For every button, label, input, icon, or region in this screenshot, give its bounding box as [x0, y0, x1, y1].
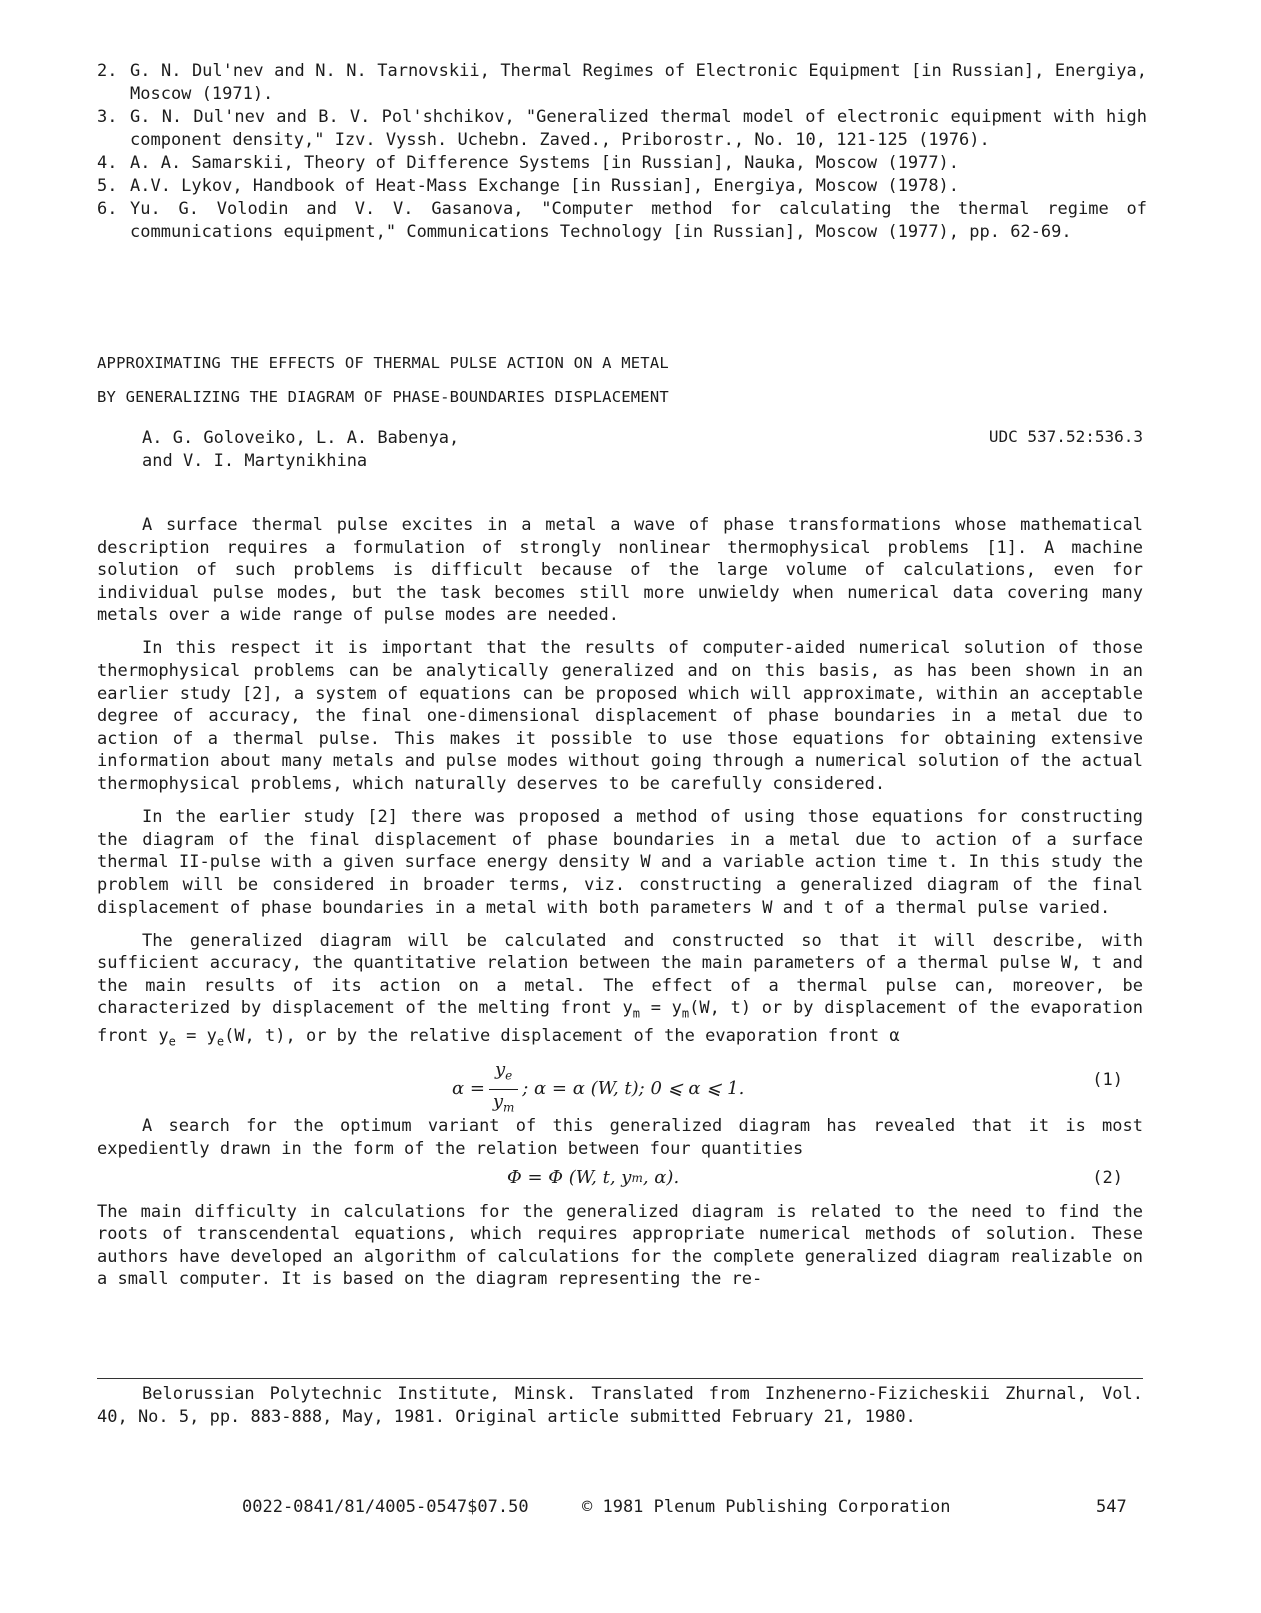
reference-number: 5. [97, 176, 118, 196]
reference-item [97, 152, 1147, 175]
eq1-numerator-sub: e [505, 1068, 513, 1083]
reference-item [97, 60, 1147, 106]
body-paragraph-2: In this respect it is important that the results of computer-aided numerical solution of those thermophysical problems can be analytically generalized and on this basis, as has been shown in an earlier study [2], a system of equations can be proposed which will approximate, within an acceptable degree of accuracy, the final one-dimensional displacement of phase boundaries in a metal due to action of a thermal pulse. This makes it possible to use those equations for obtaining extensive information about many metals and pulse modes without going through a numerical solution of the actual thermophysical problems, which naturally deserves to be carefully considered. [97, 638, 1143, 795]
eq1-denominator-sub: m [503, 1100, 515, 1115]
article-body [97, 514, 1143, 1301]
eq1-lhs: α = [452, 1077, 485, 1099]
authors-line-2: and V. I. Martynikhina [142, 451, 368, 471]
footnote-text: Belorussian Polytechnic Institute, Minsk. Translated from Inzhenerno-Fizicheskii Zhurnal, Vol. 40, No. 5, pp. 883-888, May, 1981. Original article submitted February 21, 1980. [97, 1384, 1143, 1427]
reference-number: 6. [97, 199, 118, 219]
eq1-rest: ; α = α (W, t); 0 ⩽ α ⩽ 1. [522, 1077, 745, 1099]
equation-1 [97, 1053, 1143, 1115]
equation-2-number: (2) [1092, 1167, 1123, 1188]
eq2-sub: m [631, 1170, 643, 1185]
eq1-denominator: y [492, 1090, 503, 1112]
p4-text-c: (W, t) or by displacement of the evaporation front y [97, 998, 1143, 1047]
udc-code: UDC 537.52:536.3 [988, 427, 1143, 446]
reference-text: A. A. Samarskii, Theory of Difference Systems [in Russian], Nauka, Moscow (1977). [130, 153, 960, 173]
p4-text-d: = y [175, 1026, 217, 1047]
equation-2 [97, 1167, 1143, 1197]
p4-text-e: (W, t), or by the relative displacement of the evaporation front α [224, 1026, 900, 1047]
eq2-text-b: , α). [642, 1166, 680, 1188]
article-title-line-2: BY GENERALIZING THE DIAGRAM OF PHASE-BOUNDARIES DISPLACEMENT [97, 388, 669, 406]
p4-sub-1: m [632, 1006, 640, 1021]
reference-item [97, 106, 1147, 152]
article-title-line-1: APPROXIMATING THE EFFECTS OF THERMAL PULSE ACTION ON A METAL [97, 354, 669, 372]
reference-number: 4. [97, 153, 118, 173]
equation-1-number: (1) [1092, 1070, 1123, 1091]
body-paragraph-5: A search for the optimum variant of this generalized diagram has revealed that it is most expediently drawn in the form of the relation between four quantities [97, 1116, 1143, 1159]
p4-text-b: = y [639, 998, 682, 1019]
reference-text: G. N. Dul'nev and B. V. Pol'shchikov, "Generalized thermal model of electronic equipment with high component density," Izv. Vyssh. Uchebn. Zaved., Priborostr., No. 10, 121-125 (1976). [130, 107, 1147, 150]
eq1-fraction [489, 1059, 518, 1118]
eq2-text-a: Φ = Φ (W, t, y [507, 1166, 632, 1188]
reference-list [97, 60, 1147, 244]
article-authors [142, 427, 459, 473]
body-paragraph-1: A surface thermal pulse excites in a metal a wave of phase transformations whose mathematical description requires a formulation of strongly nonlinear thermophysical problems [1]. A machine solution of such problems is difficult because of the large volume of calculations, even for individual pulse modes, but the task becomes still more unwieldy when numerical data covering many metals over a wide range of pulse modes are needed. [97, 515, 1143, 626]
article-code: 0022-0841/81/4005-0547$07.50 [242, 1497, 529, 1517]
reference-number: 3. [97, 107, 118, 127]
copyright-line: © 1981 Plenum Publishing Corporation [582, 1497, 951, 1517]
eq1-numerator: y [494, 1059, 506, 1081]
footnote-divider [97, 1378, 1143, 1379]
p4-sub-2: m [681, 1006, 690, 1021]
footnote [97, 1383, 1143, 1429]
body-paragraph-6: The main difficulty in calculations for the generalized diagram is related to the need to find the roots of transcendental equations, which requires appropriate numerical methods of solution. These authors have developed an algorithm of calculations for the complete generalized diagram realizable on a small computer. It is based on the diagram representing the re- [97, 1201, 1143, 1290]
reference-text: G. N. Dul'nev and N. N. Tarnovskii, Thermal Regimes of Electronic Equipment [in Russian], Energiya, Moscow (1971). [130, 61, 1147, 104]
reference-text: A.V. Lykov, Handbook of Heat-Mass Exchange [in Russian], Energiya, Moscow (1978). [130, 176, 960, 196]
article-title [97, 346, 1147, 414]
body-paragraph-3: In the earlier study [2] there was proposed a method of using those equations for constructing the diagram of the final displacement of phase boundaries in a metal due to action of a surface thermal II-pulse with a given surface energy density W and a variable action time t. In this study the problem will be considered in broader terms, viz. constructing a generalized diagram of the final displacement of phase boundaries in a metal with both parameters W and t of a thermal pulse varied. [97, 807, 1143, 918]
reference-text: Yu. G. Volodin and V. V. Gasanova, "Computer method for calculating the thermal regime of communications equipment," Communications Technology [in Russian], Moscow (1977), pp. 62-69. [130, 199, 1147, 242]
p4-text-a: The generalized diagram will be calculated and constructed so that it will describe, with sufficient accuracy, the quantitative relation between the main parameters of a thermal pulse W, t and the main results of its action on a metal. The effect of a thermal pulse can, moreover, be characterized by displacement of the melting front y [97, 930, 1143, 1019]
page-number: 547 [1096, 1497, 1127, 1517]
p4-sub-4: e [216, 1034, 225, 1049]
body-paragraph-4 [97, 930, 1143, 1054]
reference-number: 2. [97, 61, 118, 81]
reference-item [97, 175, 1147, 198]
authors-line-1: A. G. Goloveiko, L. A. Babenya, [142, 428, 460, 448]
p4-sub-3: e [168, 1034, 176, 1049]
reference-item [97, 198, 1147, 244]
